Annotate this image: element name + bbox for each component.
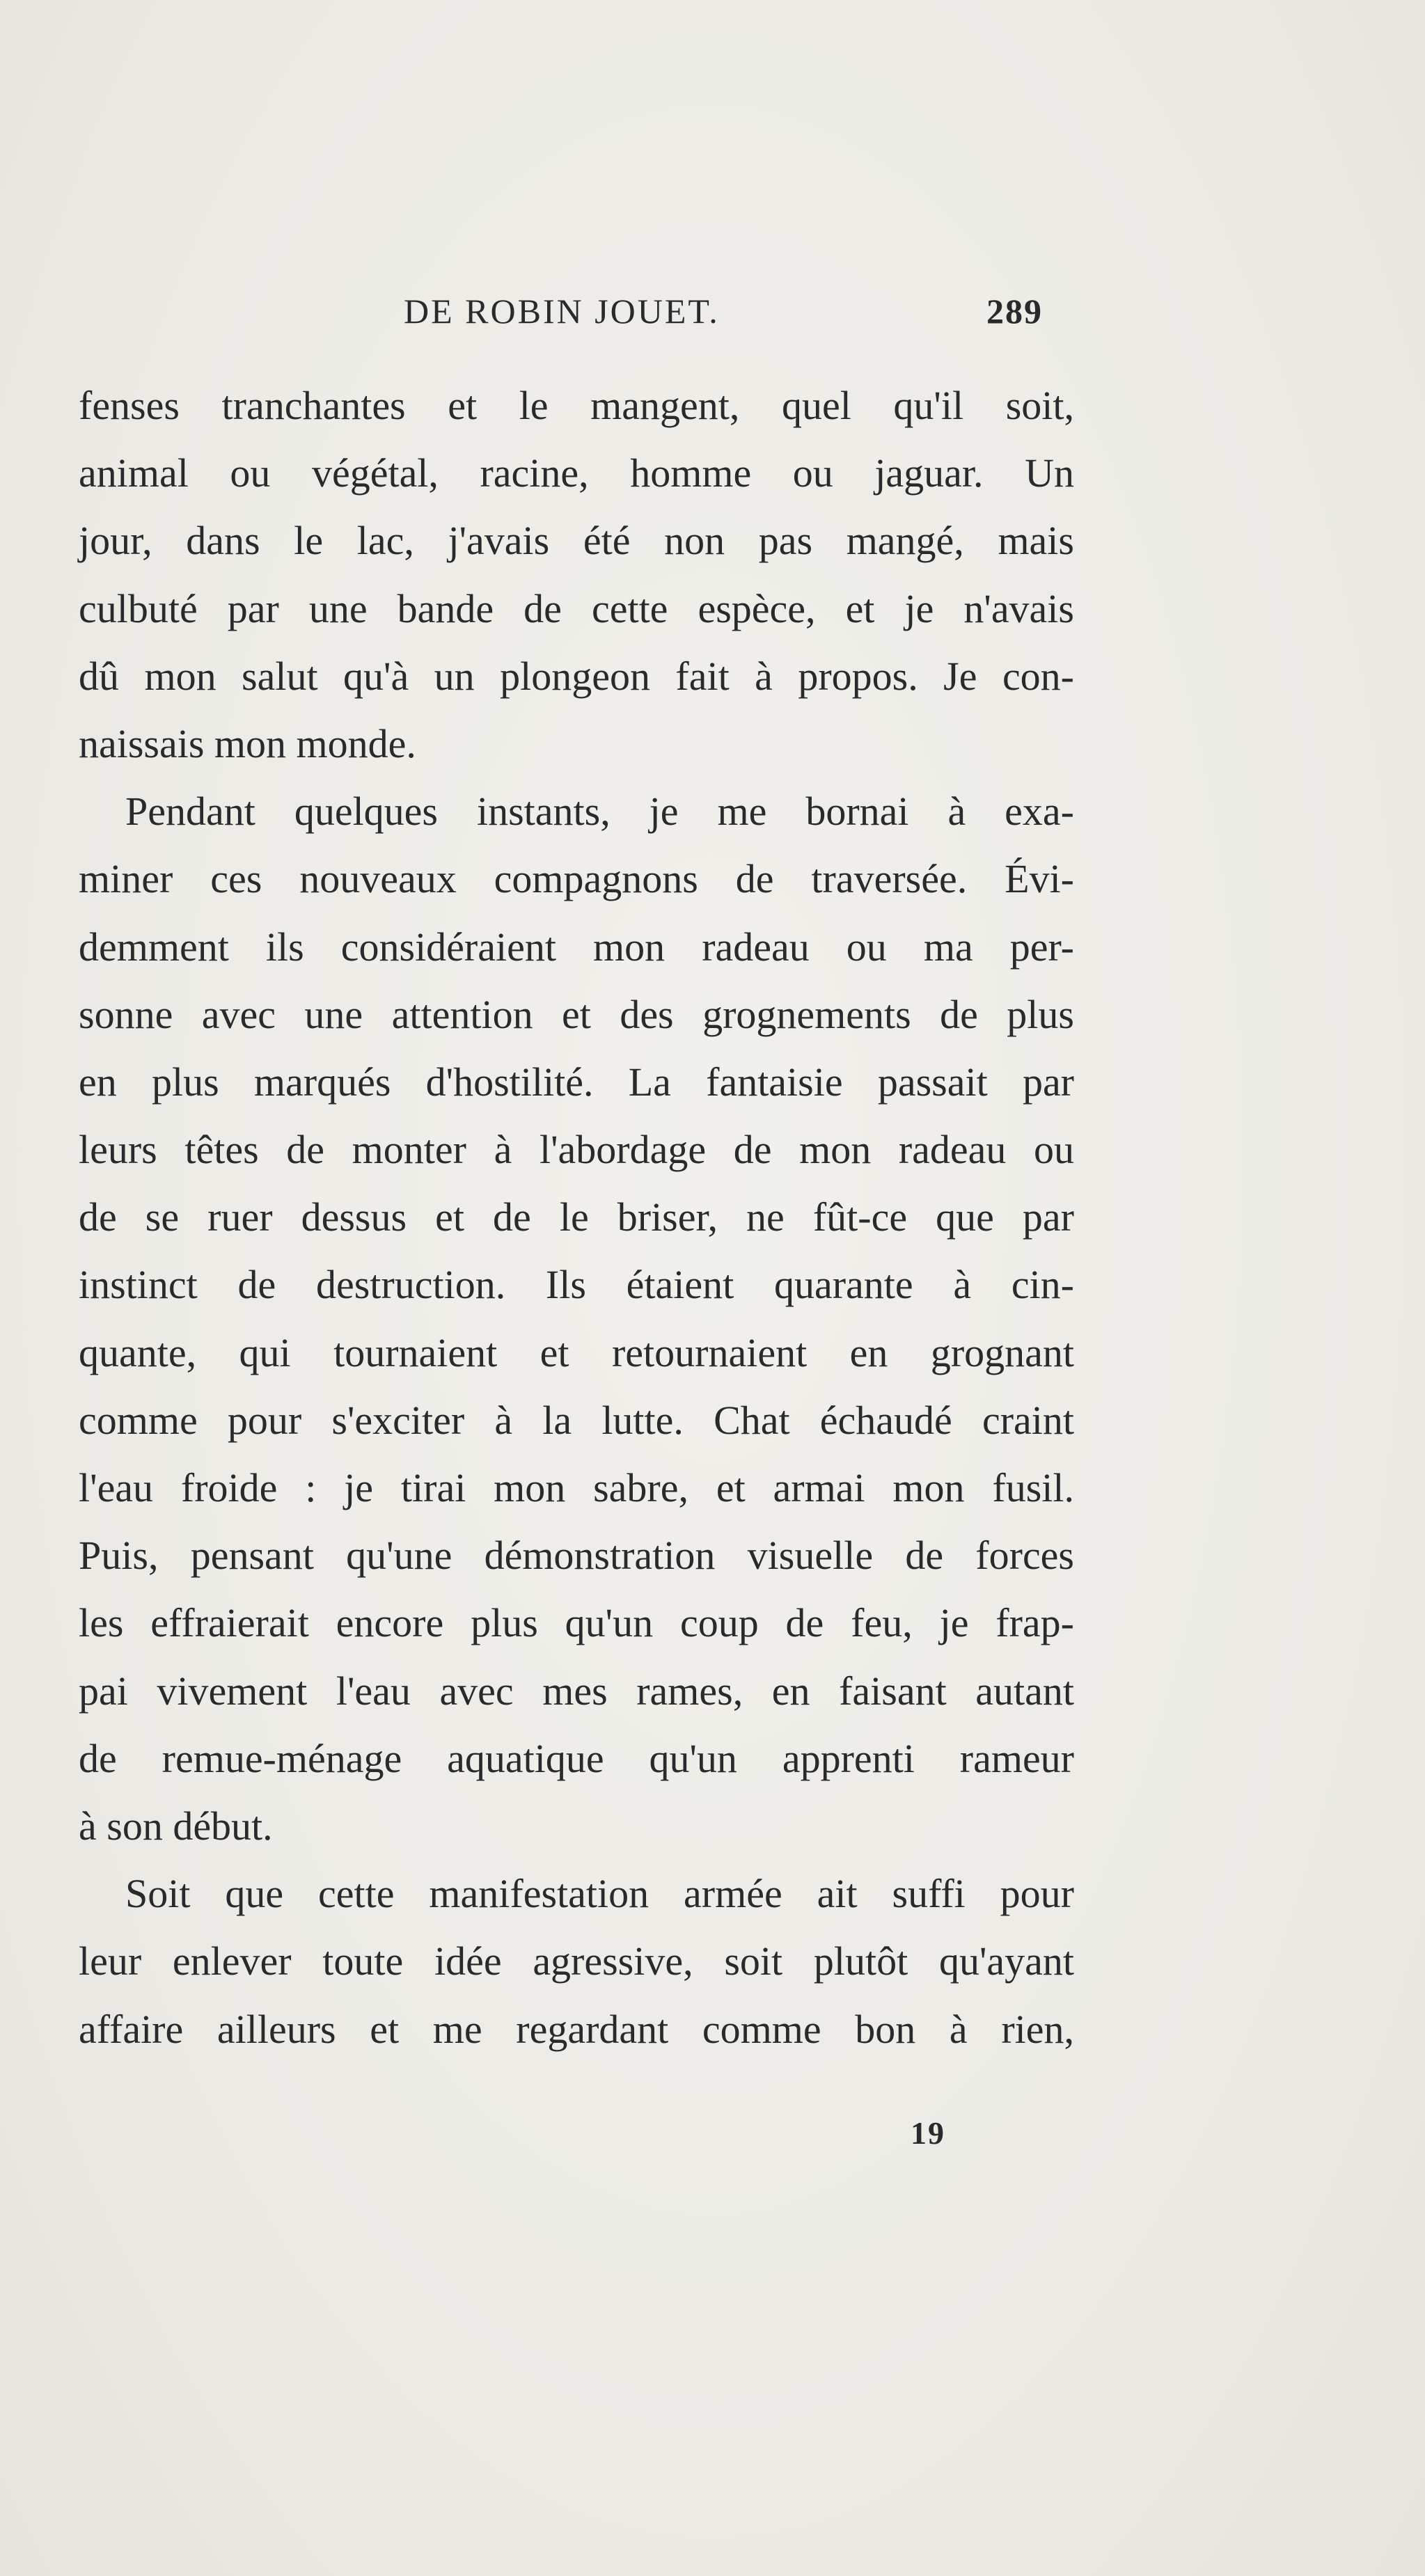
page-number: 289 [986, 292, 1043, 331]
text-line: culbuté par une bande de cette espèce, et je n'avais [79, 585, 1074, 631]
text-line: quante, qui tournaient et retournaient en grognant [79, 1329, 1074, 1375]
text-line: pai vivement l'eau avec mes rames, en faisant autant [79, 1668, 1074, 1714]
text-line: dû mon salut qu'à un plongeon fait à propos. Je con- [79, 653, 1074, 699]
text-line: les effraierait encore plus qu'un coup de feu, je frap- [79, 1600, 1074, 1646]
text-line: affaire ailleurs et me regardant comme bon à rien, [79, 2006, 1074, 2052]
text-line: fenses tranchantes et le mangent, quel qu'il soit, [79, 383, 1074, 428]
text-line: leurs têtes de monter à l'abordage de mon radeau ou [79, 1127, 1074, 1173]
text-line: Soit que cette manifestation armée ait suffi pour [125, 1871, 1074, 1917]
running-title: DE ROBIN JOUET. [404, 292, 720, 331]
page-header [404, 291, 1043, 333]
text-line: à son début. [79, 1803, 273, 1849]
body-text [79, 372, 1074, 2063]
text-line: l'eau froide : je tirai mon sabre, et armai mon fusil. [79, 1465, 1074, 1510]
text-line: jour, dans le lac, j'avais été non pas mangé, mais [79, 518, 1074, 564]
text-line: en plus marqués d'hostilité. La fantaisie passait par [79, 1059, 1074, 1105]
text-line: naissais mon monde. [79, 720, 416, 766]
text-line: de se ruer dessus et de le briser, ne fût-ce que par [79, 1194, 1074, 1240]
text-line: demment ils considéraient mon radeau ou ma per- [79, 924, 1074, 970]
signature-mark: 19 [911, 2115, 945, 2151]
text-line: miner ces nouveaux compagnons de traversée. Évi- [79, 856, 1074, 902]
text-line: comme pour s'exciter à la lutte. Chat échaudé craint [79, 1397, 1074, 1443]
text-line: Puis, pensant qu'une démonstration visuelle de forces [79, 1533, 1074, 1579]
text-line: sonne avec une attention et des grognements de plus [79, 991, 1074, 1037]
text-line: leur enlever toute idée agressive, soit plutôt qu'ayant [79, 1938, 1074, 1984]
text-line: de remue-ménage aquatique qu'un apprenti rameur [79, 1735, 1074, 1781]
text-line: instinct de destruction. Ils étaient quarante à cin- [79, 1262, 1074, 1308]
text-line: animal ou végétal, racine, homme ou jaguar. Un [79, 450, 1074, 496]
text-line: Pendant quelques instants, je me bornai à exa- [125, 789, 1074, 835]
